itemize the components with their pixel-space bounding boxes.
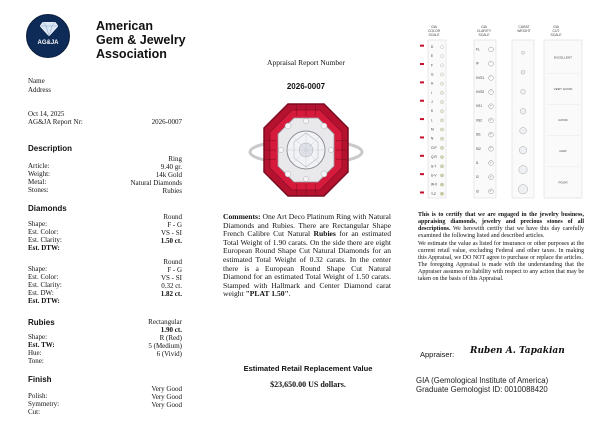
report-number-value: 2026-0007 xyxy=(151,118,182,126)
clarity-grade-label: I3 xyxy=(476,189,479,194)
name-label: Name xyxy=(28,77,45,85)
row-value: 6 (Vivid) xyxy=(156,350,182,358)
clarity-grade-label: VS1 xyxy=(476,104,483,109)
inclusion-mark xyxy=(490,190,491,191)
report-date: Oct 14, 2025 xyxy=(28,110,65,118)
appraisal-report-number: 2026-0007 xyxy=(286,82,326,91)
inclusion-mark xyxy=(491,162,492,163)
clarity-sample-stone xyxy=(489,90,494,95)
cut-grade-label: VERY GOOD xyxy=(553,86,573,91)
org-line-3: Association xyxy=(96,47,167,61)
ruby-row xyxy=(28,350,182,365)
inclusion-mark xyxy=(491,135,492,136)
row-label: Weight: xyxy=(28,170,50,178)
logo-abbreviation: AG&JA xyxy=(37,40,59,46)
inclusion-mark xyxy=(490,106,491,107)
color-sample-stone xyxy=(440,165,443,168)
accent-marker xyxy=(420,155,424,157)
ring-photo xyxy=(248,96,364,202)
row-label: Polish: xyxy=(28,392,48,400)
finish-heading: Finish xyxy=(28,375,52,384)
row-value: 14k Gold xyxy=(155,171,182,179)
finish-row xyxy=(28,385,182,400)
ruby-row xyxy=(28,318,182,326)
inclusion-mark xyxy=(492,133,493,134)
cert-statement-bold: This is to certify that we are engaged in the jewelry business, appraising diamonds, jewelry and precious stones of all descriptions. xyxy=(418,212,584,232)
accent-marker xyxy=(420,191,424,193)
gia-id: Graduate Gemologist ID: 0010088420 xyxy=(416,385,548,394)
color-grade-label: N xyxy=(431,136,434,141)
color-grade-label: O-P xyxy=(431,145,437,150)
comments-bold-hallmark: "PLAT 1.50" xyxy=(245,289,289,299)
inclusion-mark xyxy=(492,162,493,163)
color-grade-label: I xyxy=(431,90,432,95)
comments-text-3: . xyxy=(288,289,291,299)
clarity-sample-stone xyxy=(489,47,494,52)
comments-block xyxy=(223,213,391,299)
estimate-title: Estimated Retail Replacement Value xyxy=(243,364,373,373)
inclusion-mark xyxy=(491,105,492,106)
color-grade-label: S-T xyxy=(431,164,437,169)
inclusion-mark xyxy=(491,120,492,121)
diamonds-group-2 xyxy=(28,258,182,305)
comments-text-2: for an estimated Total Weight of 1.90 carats. On the side there are eight European Round Shape Cut Natural Diamonds for an estimated Total Weight of 0.32 carats. In the center there is a European Round Shape Cut Natural Diamond for an estimated Total Weight of 1.50 carats. Stamped with Hallmark and Center Diamond carat weight xyxy=(223,229,392,299)
inclusion-mark xyxy=(491,133,492,134)
inclusion-mark xyxy=(490,91,491,92)
row-label: Shape: xyxy=(28,333,48,341)
cert-paragraph-3 xyxy=(418,262,584,283)
row-value: Rubies xyxy=(162,187,182,195)
report-number-label: AG&JA Report Nr: xyxy=(28,118,83,126)
cert-paragraph-2 xyxy=(418,241,584,262)
clarity-grade-label: FL xyxy=(476,47,480,52)
color-sample-stone xyxy=(440,64,443,67)
comments-label: Comments: xyxy=(223,212,261,221)
accent-marker xyxy=(420,81,424,83)
appraiser-label: Appraiser: xyxy=(420,350,455,359)
row-value: VS - SI xyxy=(160,229,182,237)
color-grade-label: D xyxy=(431,44,434,49)
cut-grade-label: FAIR xyxy=(559,149,567,154)
inclusion-mark xyxy=(490,77,491,78)
accent-marker xyxy=(420,63,424,65)
row-value: F - G xyxy=(167,266,182,274)
carat-scale-box xyxy=(512,40,534,198)
clarity-grade-label: VVS2 xyxy=(476,90,485,95)
accent-marker xyxy=(420,173,424,175)
row-label: Est. TW: xyxy=(28,341,55,349)
carat-sample-stone xyxy=(521,70,525,74)
color-grade-label: K xyxy=(431,109,434,114)
color-sample-stone xyxy=(440,183,443,186)
inclusion-mark xyxy=(490,191,491,192)
inclusion-mark xyxy=(492,176,493,177)
inclusion-mark xyxy=(491,191,492,192)
row-value: Very Good xyxy=(151,401,182,409)
inclusion-mark xyxy=(490,163,491,164)
appraiser-signature: Ruben A. Tapakian xyxy=(470,346,565,356)
scale-header: CARAT WEIGHT xyxy=(517,25,531,33)
inclusion-mark xyxy=(490,177,491,178)
clarity-grade-label: SI2 xyxy=(476,146,481,151)
rubies-heading: Rubies xyxy=(28,318,55,327)
inclusion-mark xyxy=(490,148,491,149)
clarity-sample-stone xyxy=(489,104,494,109)
color-sample-stone xyxy=(440,110,443,113)
rubies-table xyxy=(28,318,182,365)
cert-liability: The foregoing Appraisal is made with the understanding that the Appraiser assumes no liability with respect to any action that may be taken on the basis of this Appraisal. xyxy=(418,262,584,282)
accent-marker xyxy=(420,45,424,47)
row-label: Est. DW: xyxy=(28,289,54,297)
color-sample-stone xyxy=(440,137,443,140)
inclusion-mark xyxy=(491,149,492,150)
cert-paragraph-1 xyxy=(418,212,584,240)
color-sample-stone xyxy=(440,91,443,94)
description-row xyxy=(28,187,182,195)
row-label: Cut: xyxy=(28,408,41,416)
association-logo xyxy=(26,14,70,58)
inclusion-mark xyxy=(490,149,491,150)
color-sample-stone xyxy=(440,45,443,48)
inclusion-mark xyxy=(490,120,491,121)
certification-text xyxy=(418,212,584,283)
row-label: Symmetry: xyxy=(28,400,60,408)
row-value: Rectangular xyxy=(148,318,182,326)
row-label: Article: xyxy=(28,162,50,170)
row-value: 1.90 ct. xyxy=(160,326,182,334)
color-sample-stone xyxy=(440,100,443,103)
color-sample-stone xyxy=(440,82,443,85)
row-value: Round xyxy=(163,258,182,266)
address-label: Address xyxy=(28,86,51,94)
carat-sample-stone xyxy=(522,51,525,54)
row-label: Hue: xyxy=(28,349,42,357)
color-sample-stone xyxy=(440,192,443,195)
row-value: 0.32 ct. xyxy=(161,282,182,290)
row-value: Ring xyxy=(168,155,182,163)
inclusion-mark xyxy=(491,148,492,149)
comments-text-1: One Art Deco Platinum Ring with Natural Diamonds and Rubies. There are Rectangular Shape French Calibre Cut Natural xyxy=(223,212,391,239)
inclusion-mark xyxy=(492,148,493,149)
inclusion-mark xyxy=(491,77,492,78)
color-grade-label: L xyxy=(431,118,433,123)
inclusion-mark xyxy=(490,119,491,120)
color-grade-label: W-X xyxy=(431,182,438,187)
row-label: Est. DTW: xyxy=(28,244,60,252)
scale-header: GIA CUT SCALE xyxy=(550,25,562,37)
comments-bold-rubies: Rubies xyxy=(313,229,336,239)
inclusion-mark xyxy=(491,91,492,92)
carat-sample-stone xyxy=(520,127,527,134)
row-label: Est. Clarity: xyxy=(28,236,62,244)
inclusion-mark xyxy=(491,163,492,164)
color-grade-label: E xyxy=(431,54,434,59)
color-grade-label: U-V xyxy=(431,173,437,178)
inclusion-mark xyxy=(490,62,491,63)
finish-row xyxy=(28,401,182,416)
inclusion-mark xyxy=(490,162,491,163)
org-line-1: American xyxy=(96,19,153,33)
row-value: 1.50 ct. xyxy=(160,237,182,245)
row-value: R (Red) xyxy=(159,334,182,342)
accent-marker xyxy=(420,100,424,102)
inclusion-mark xyxy=(491,176,492,177)
color-sample-stone xyxy=(440,174,443,177)
gia-affiliation: GIA (Gemological Institute of America) xyxy=(416,376,549,385)
color-grade-label: Y-Z xyxy=(431,191,436,196)
row-label: Stones: xyxy=(28,186,49,194)
cert-valuation: We estimate the value as listed for insurance or other purposes at the current retail value, excluding Federal and other taxes. In making this Appraisal, we DO NOT agree to purchase or replace the articles. xyxy=(418,241,584,261)
cert-statement: We herewith certify that we have this day carefully examined the following listed and described articles. xyxy=(418,226,584,239)
row-value: 5 (Medium) xyxy=(148,342,182,350)
cut-grade-label: EXCELLENT xyxy=(553,55,573,60)
description-table xyxy=(28,155,182,195)
color-grade-label: M xyxy=(431,127,434,132)
inclusion-mark xyxy=(490,176,491,177)
organization-name xyxy=(96,19,186,61)
carat-sample-stone xyxy=(521,89,526,94)
color-sample-stone xyxy=(440,155,443,158)
clarity-sample-stone xyxy=(489,75,494,80)
carat-sample-stone xyxy=(518,185,527,194)
clarity-sample-stone xyxy=(489,61,494,66)
finish-table xyxy=(28,385,182,416)
inclusion-mark xyxy=(492,119,493,120)
row-value: 9.40 gr. xyxy=(160,163,182,171)
row-value: Very Good xyxy=(151,385,182,393)
color-grade-label: G xyxy=(431,72,434,77)
row-value: F - G xyxy=(167,221,182,229)
row-value: Natural Diamonds xyxy=(130,179,182,187)
diamond-icon xyxy=(40,22,58,36)
diamond-row xyxy=(28,290,182,305)
inclusion-mark xyxy=(492,105,493,106)
color-grade-label: H xyxy=(431,81,434,86)
carat-sample-stone xyxy=(519,146,527,154)
cut-grade-label: POOR xyxy=(558,180,568,185)
clarity-grade-label: I1 xyxy=(476,160,479,165)
row-label: Est. Clarity: xyxy=(28,281,62,289)
scale-header: GIA CLARITY SCALE xyxy=(476,25,492,37)
accent-marker xyxy=(420,118,424,120)
inclusion-mark xyxy=(492,190,493,191)
diamond-row xyxy=(28,237,182,252)
row-value: 1.82 ct. xyxy=(160,290,182,298)
inclusion-mark xyxy=(490,105,491,106)
clarity-grade-label: I2 xyxy=(476,175,479,180)
inclusion-mark xyxy=(491,119,492,120)
row-value: Round xyxy=(163,213,182,221)
row-value: Very Good xyxy=(151,393,182,401)
row-label: Est. DTW: xyxy=(28,297,60,305)
appraisal-report-title: Appraisal Report Number xyxy=(267,58,345,67)
color-sample-stone xyxy=(440,128,443,131)
diamonds-heading: Diamonds xyxy=(28,204,67,213)
inclusion-mark xyxy=(490,133,491,134)
clarity-grade-label: IF xyxy=(476,61,479,66)
color-grade-label: F xyxy=(431,63,433,68)
row-label: Shape: xyxy=(28,265,48,273)
color-grade-label: Q-R xyxy=(431,155,437,160)
inclusion-mark xyxy=(491,177,492,178)
row-label: Tone: xyxy=(28,357,44,365)
color-grade-label: J xyxy=(431,100,433,105)
row-label: Metal: xyxy=(28,178,47,186)
row-value: VS - SI xyxy=(160,274,182,282)
inclusion-mark xyxy=(491,190,492,191)
color-sample-stone xyxy=(440,119,443,122)
color-sample-stone xyxy=(440,146,443,149)
scale-header: GIA COLOR SCALE xyxy=(427,25,441,37)
clarity-grade-label: VS2 xyxy=(476,118,483,123)
color-sample-stone xyxy=(440,73,443,76)
grading-scales-chart xyxy=(416,22,586,202)
estimate-value: $23,650.00 US dollars. xyxy=(270,380,346,389)
cut-grade-label: GOOD xyxy=(558,118,568,122)
accent-marker xyxy=(420,136,424,138)
finish-row xyxy=(28,393,182,408)
row-label: Shape: xyxy=(28,220,48,228)
inclusion-mark xyxy=(492,91,493,92)
org-line-2: Gem & Jewelry xyxy=(96,33,186,47)
diamonds-group-1 xyxy=(28,213,182,252)
carat-sample-stone xyxy=(520,108,526,114)
clarity-grade-label: VVS1 xyxy=(476,75,485,80)
row-label: Est. Color: xyxy=(28,273,59,281)
clarity-grade-label: SI1 xyxy=(476,132,481,137)
row-label: Est. Color: xyxy=(28,228,59,236)
description-heading: Description xyxy=(28,144,73,153)
inclusion-mark xyxy=(490,135,491,136)
color-sample-stone xyxy=(440,55,443,58)
carat-sample-stone xyxy=(519,166,527,174)
